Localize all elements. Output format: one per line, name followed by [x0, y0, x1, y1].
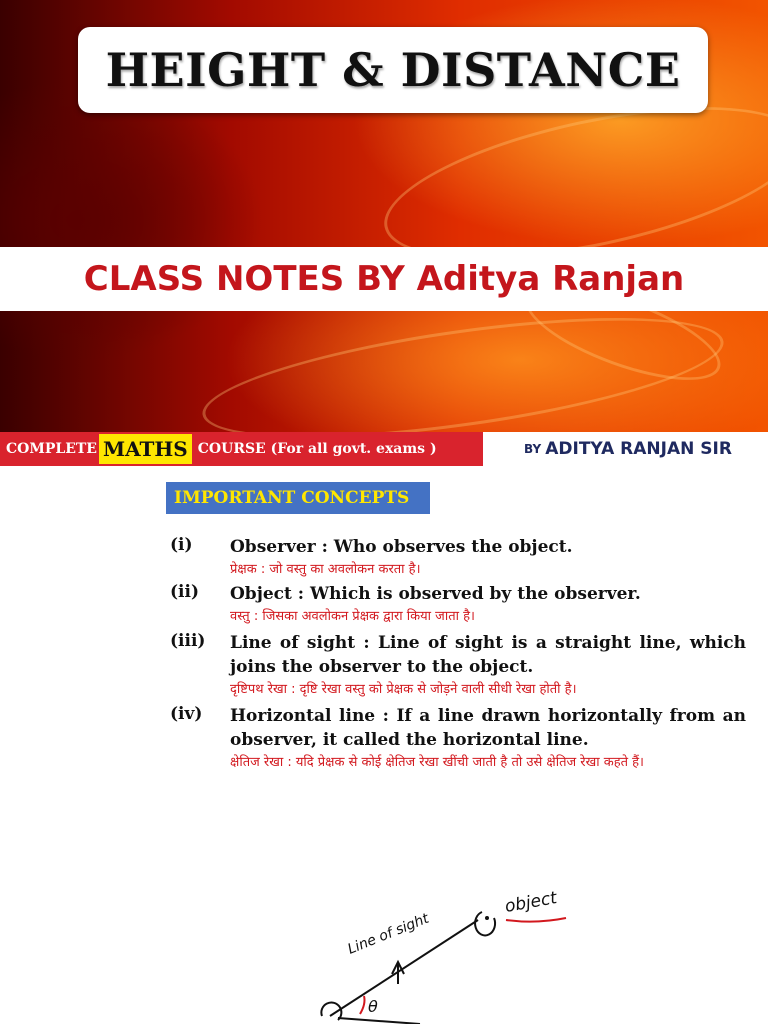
object-underline	[506, 918, 566, 922]
line-of-sight-sketch	[0, 850, 768, 1024]
concept-number: (ii)	[170, 582, 200, 602]
course-suffix: COURSE (For all govt. exams )	[197, 441, 437, 457]
page-title: HEIGHT & DISTANCE	[105, 43, 681, 97]
concept-hindi: प्रेक्षक : जो वस्तु का अवलोकन करता है।	[230, 562, 421, 577]
concept-hindi: दृष्टिपथ रेखा : दृष्टि रेखा वस्तु को प्रेक्षक से जोड़ने वाली सीधी रेखा होती है।	[230, 682, 577, 697]
concept-number: (iv)	[170, 704, 203, 724]
angle-arc	[360, 996, 365, 1014]
subtitle-band	[0, 247, 768, 311]
concept-english: Observer : Who observes the object.	[230, 537, 573, 557]
object-label: object	[503, 888, 559, 917]
maths-highlight: MATHS	[99, 434, 192, 464]
concept-hindi: वस्तु : जिसका अवलोकन प्रेक्षक द्वारा किया जाता है।	[230, 609, 475, 624]
object-circle-icon	[475, 912, 495, 935]
author-label	[488, 432, 768, 466]
line-of-sight-label: Line of sight	[345, 910, 432, 958]
subtitle: CLASS NOTES BY Aditya Ranjan	[83, 259, 685, 299]
object-dot	[485, 916, 489, 920]
section-heading	[166, 482, 430, 514]
by-label: BY	[524, 442, 542, 456]
concept-english: Line of sight : Line of sight is a straight line, which joins the observer to the object.	[230, 633, 746, 677]
concept-number: (i)	[170, 535, 193, 555]
concept-english: Horizontal line : If a line drawn horizontally from an observer, it called the horizontal line.	[230, 706, 746, 750]
section-heading-text: IMPORTANT CONCEPTS	[174, 488, 410, 508]
concept-hindi: क्षेतिज रेखा : यदि प्रेक्षक से कोई क्षेतिज रेखा खींची जाती है तो उसे क्षेतिज रेखा कहते हैं।	[230, 755, 644, 770]
title-box	[78, 27, 708, 113]
author-name: ADITYA RANJAN SIR	[545, 439, 732, 459]
cover-banner	[0, 0, 768, 432]
up-arrow-icon	[392, 962, 404, 984]
course-bar	[0, 432, 768, 466]
concept-number: (iii)	[170, 631, 206, 651]
concept-english: Object : Which is observed by the observer.	[230, 584, 641, 604]
angle-label: θ	[368, 997, 378, 1016]
course-label	[0, 432, 483, 466]
course-prefix: COMPLETE	[6, 441, 97, 457]
horizontal-line	[338, 1018, 420, 1024]
